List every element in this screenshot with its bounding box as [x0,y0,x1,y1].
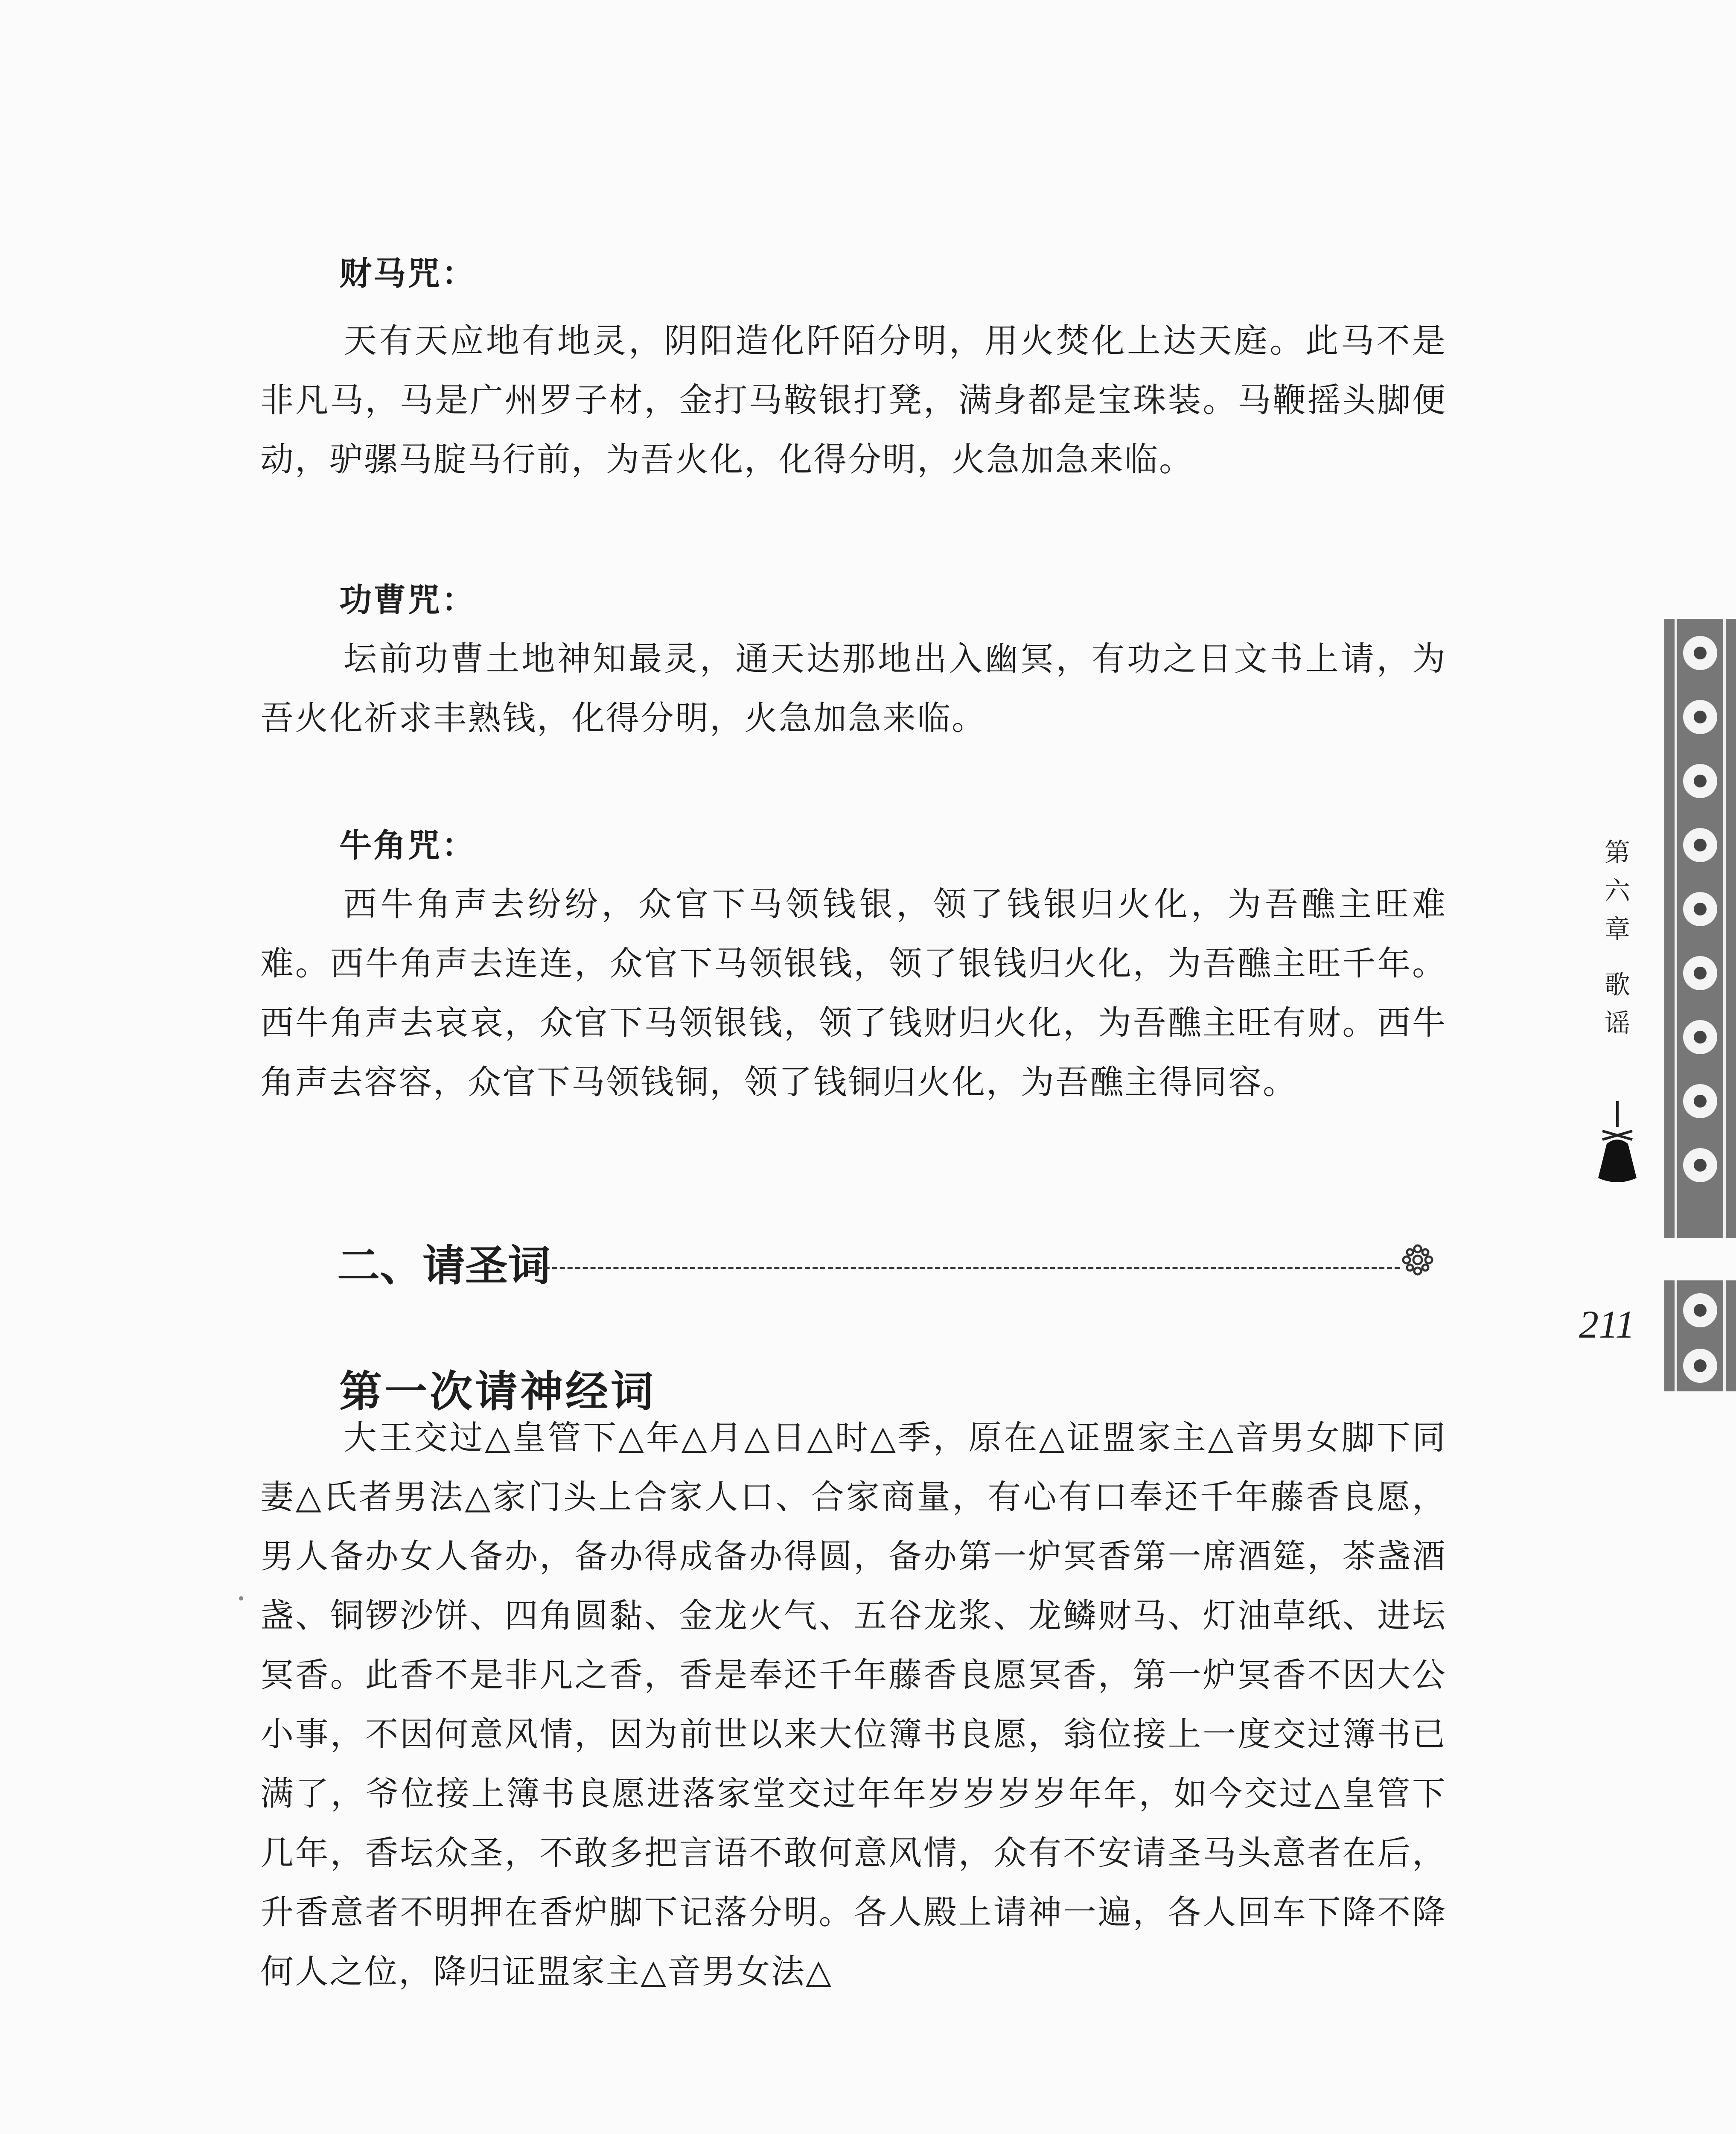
niujiao-text: 西牛角声去纷纷，众官下马领钱银，领了钱银归火化，为吾醮主旺难难。西牛角声去连连，众官下马领银钱，领了银钱归火化，为吾醮主旺千年。西牛角声去哀哀，众官下马领银钱，领了钱财归火化，为吾醮主旺有财。西牛角声去容容，众官下马领钱铜，领了钱铜归火化，为吾醮主得同容。 [260,885,1447,1102]
first-invocation-title: 第一次请神经词 [339,1367,656,1417]
decorative-border-top [1664,619,1736,1238]
decorative-border-bottom [1664,1280,1736,1391]
gongcao-text: 坛前功曹土地神知最灵，通天达那地出入幽冥，有功之日文书上请，为吾火化祈求丰熟钱，化得分明，火急加急来临。 [260,640,1447,738]
chapter-char-3: 章 [1605,915,1630,945]
caima-text: 天有天应地有地灵，阴阳造化阡陌分明，用火焚化上达天庭。此马不是非凡马，马是广州罗子材，金打马鞍银打凳，满身都是宝珠装。马鞭摇头脚便动，驴骡马腚马行前，为吾火化，化得分明，火急加急来临。 [260,322,1447,479]
chapter-char-1: 第 [1605,838,1630,868]
chapter-title-char-1: 歌 [1605,970,1630,1000]
bell-icon [1594,1101,1641,1187]
chapter-title-char-2: 谣 [1605,1009,1630,1038]
section-dashed-rule [529,1267,1400,1269]
niujiao-heading: 牛角咒： [339,826,476,864]
caima-heading: 财马咒： [339,254,476,292]
section-title: 二、请圣词 [337,1241,551,1291]
scan-speck [239,1596,243,1600]
gongcao-heading: 功曹咒： [339,581,476,619]
chapter-char-2: 六 [1605,876,1630,906]
first-invocation-text: 大王交过△皇管下△年△月△日△时△季，原在△证盟家主△音男女脚下同妻△氏者男法△家门头上合家人口、合家商量，有心有口奉还千年藤香良愿，男人备办女人备办，备办得成备办得圆，备办第一炉冥香第一席酒筵，茶盏酒盏、铜锣沙饼、四角圆黏、金龙火气、五谷龙浆、龙鳞财马、灯油草纸、进坛冥香。此香不是非凡之香，香是奉还千年藤香良愿冥香，第一炉冥香不因大公小事，不因何意风情，因为前世以来大位簿书良愿，翁位接上一度交过簿书已满了，爷位接上簿书良愿进落家堂交过年年岁岁岁岁年年，如今交过△皇管下几年，香坛众圣，不敢多把言语不敢何意风情，众有不安请圣马头意者在后，升香意者不明押在香炉脚下记落分明。各人殿上请神一遍，各人回车下降不降何人之位，降归证盟家主△音男女法△ [260,1419,1447,1991]
page-number: 211 [1579,1303,1635,1346]
flower-ornament-icon [1401,1243,1435,1277]
